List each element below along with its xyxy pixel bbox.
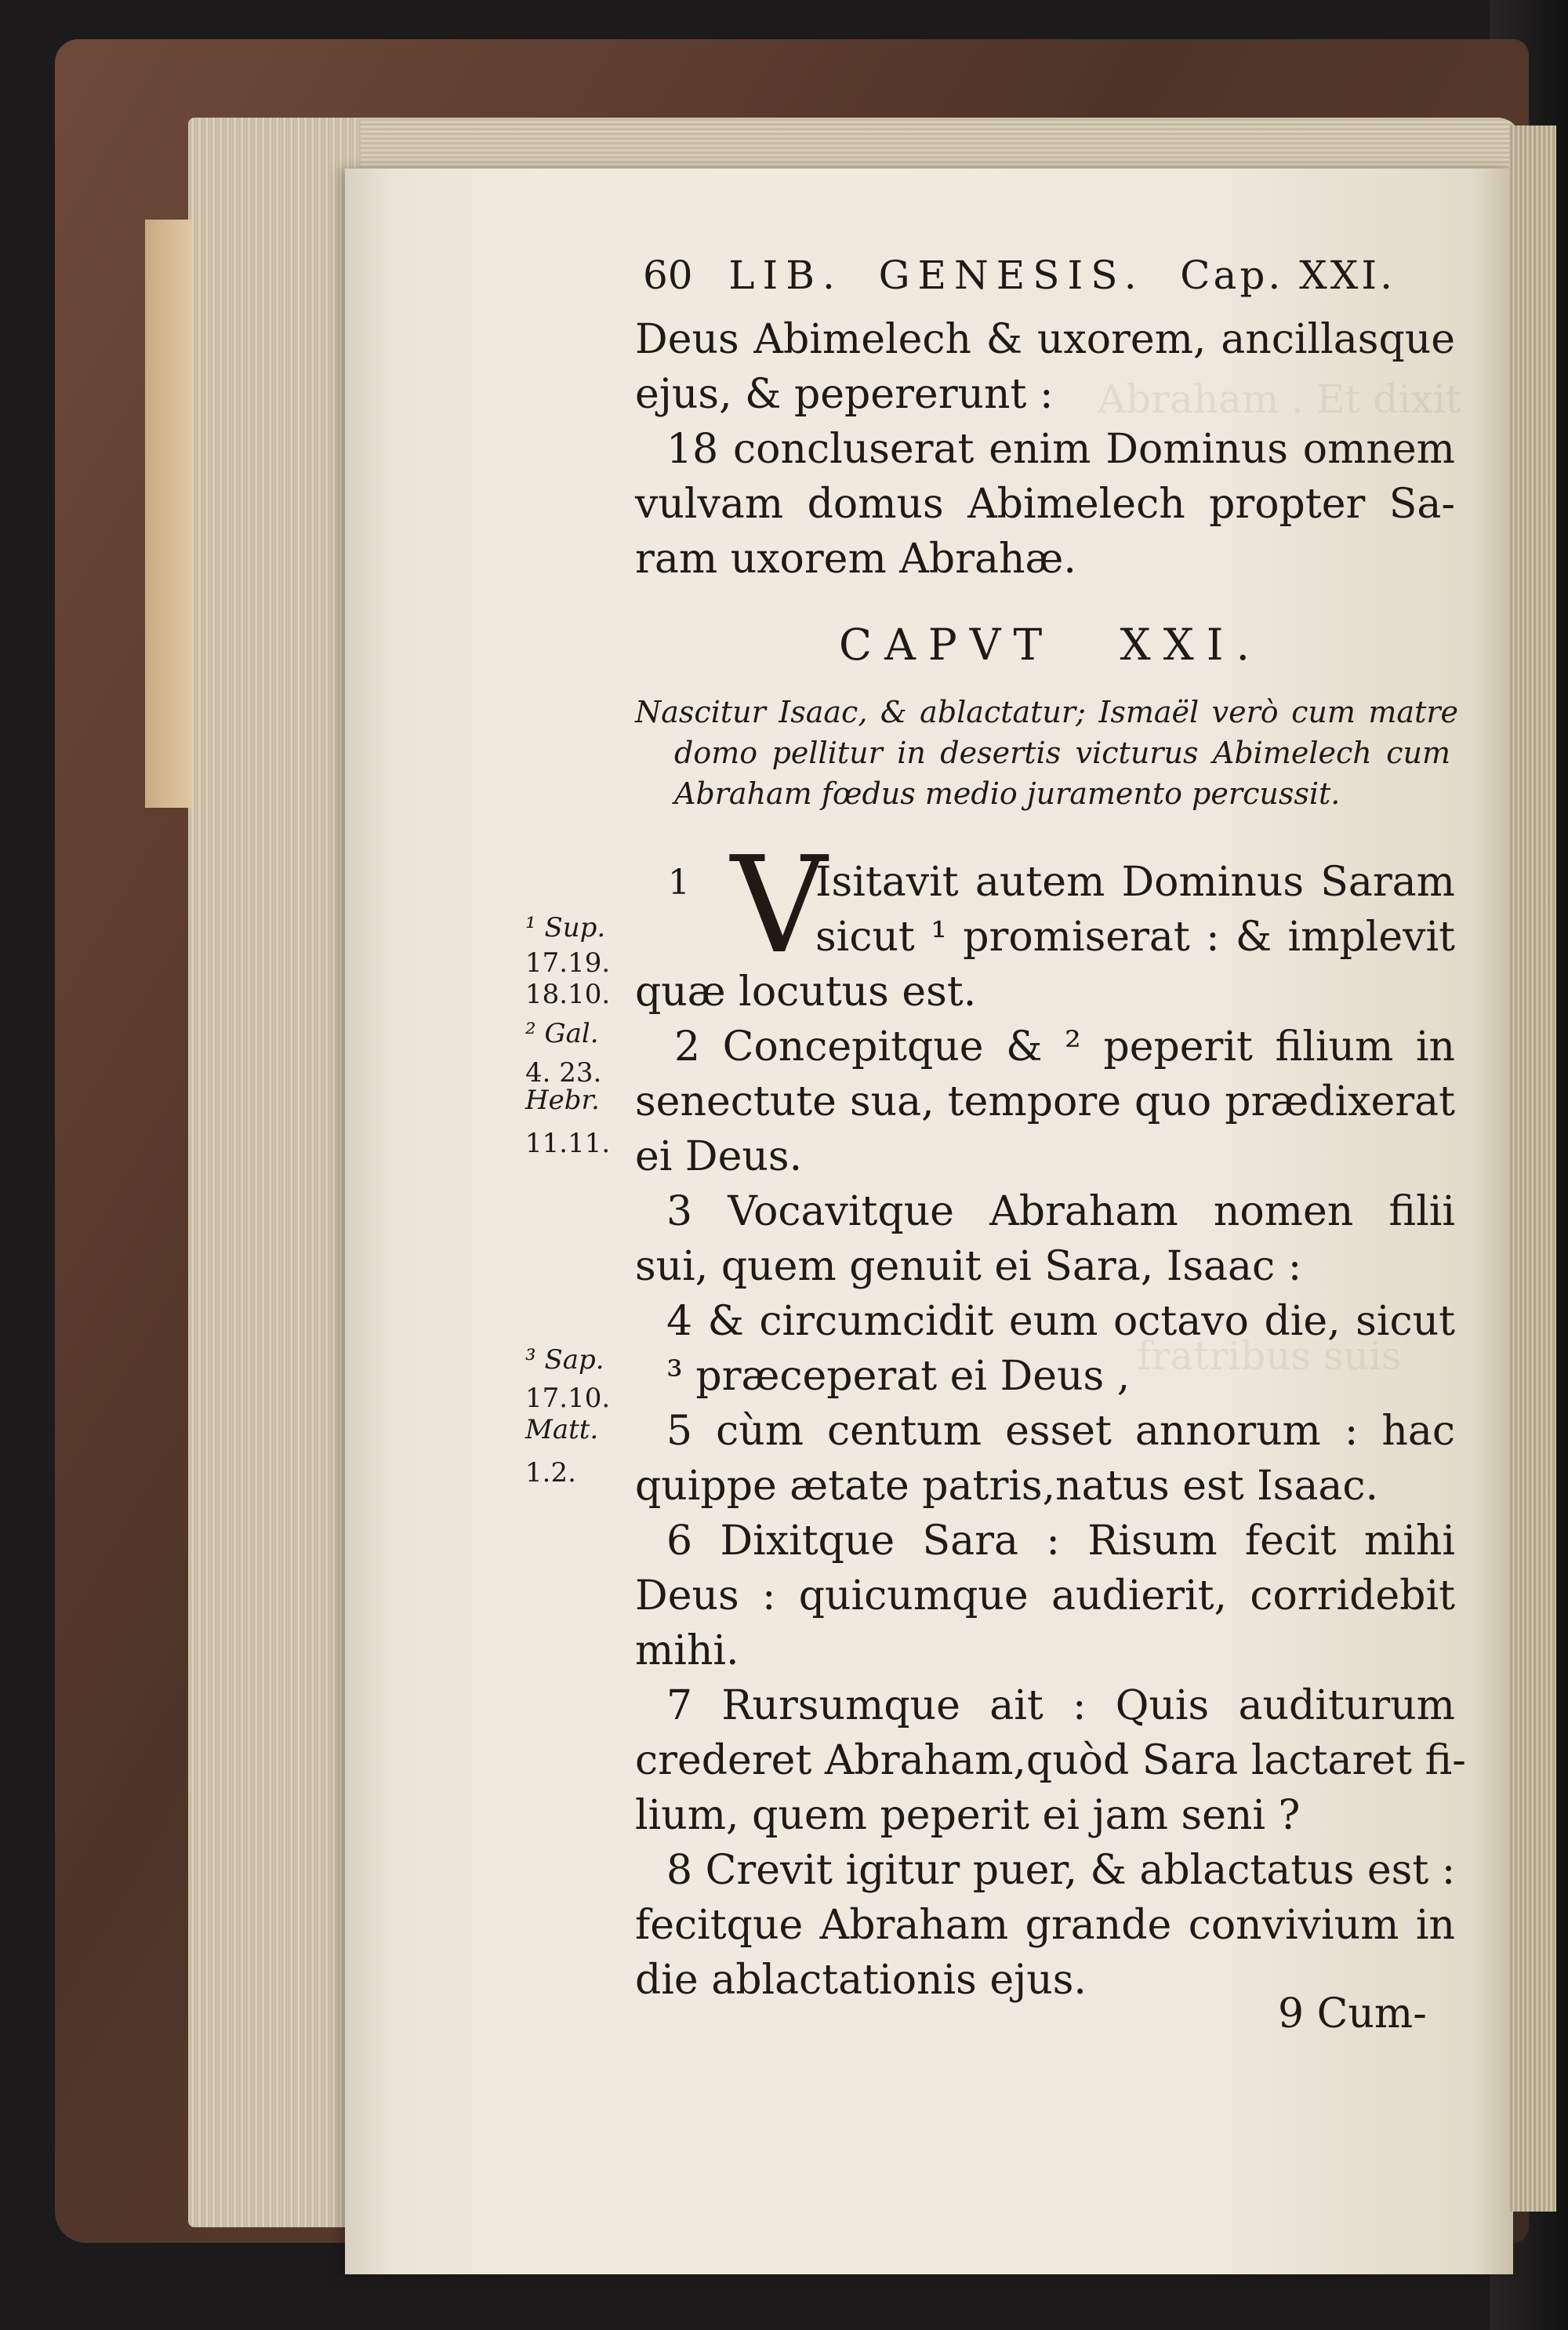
text-line: 2 Concepitque & ² peperit filium in: [674, 1023, 1455, 1070]
facing-page-edge: [1509, 125, 1556, 2212]
page-block-left-edge: [188, 118, 361, 2227]
bleed-through: fratribus suis: [1137, 1333, 1402, 1379]
catchword: 9 Cum-: [1278, 1990, 1427, 2037]
margin-note: ² Gal.: [525, 1018, 599, 1049]
margin-note: ³ Sap.: [525, 1344, 604, 1376]
chapter-summary-line: domo pellitur in desertis victurus Abimelech cum: [674, 736, 1450, 770]
text-line: sui, quem genuit ei Sara, Isaac :: [635, 1243, 1302, 1290]
running-head: [643, 253, 1396, 298]
text-line: senectute sua, tempore quo prædixerat: [635, 1078, 1455, 1125]
text-line: lium, quem peperit ei jam seni ?: [635, 1792, 1301, 1839]
text-line: die ablactationis ejus.: [635, 1957, 1087, 2004]
text-line: fecitque Abraham grande convivium in: [635, 1902, 1455, 1949]
page-tab-strip: [145, 220, 192, 808]
text-line: mihi.: [635, 1627, 739, 1674]
drop-cap: V: [731, 828, 827, 983]
verse-number: 1: [668, 863, 690, 903]
margin-note: Matt.: [525, 1414, 599, 1445]
text-line: ei Deus.: [635, 1133, 803, 1180]
chapter-title: [839, 620, 1262, 670]
text-line: sicut ¹ promiserat : & implevit: [815, 914, 1455, 961]
text-line: quippe ætate patris,natus est Isaac.: [635, 1463, 1379, 1510]
running-head-chapter: Cap. XXI.: [1180, 253, 1396, 298]
margin-note: Hebr.: [525, 1085, 600, 1116]
chapter-summary-line: Nascitur Isaac, & ablactatur; Ismaël verò cum matre: [635, 695, 1458, 729]
running-head-book: LIB.: [728, 253, 843, 298]
bleed-through: Abraham . Et dixit: [1098, 376, 1461, 422]
text-line: 5 cùm centum esset annorum : hac: [666, 1408, 1455, 1455]
text-line: 6 Dixitque Sara : Risum fecit mihi: [666, 1518, 1455, 1565]
running-head-title: GENESIS.: [878, 253, 1145, 298]
text-line: 8 Crevit igitur puer, & ablactatus est :: [666, 1847, 1456, 1894]
margin-note: 17.10.: [525, 1383, 611, 1414]
margin-note: 17.19.: [525, 947, 611, 979]
margin-note: 4. 23.: [525, 1057, 602, 1089]
chapter-summary-line: Abraham fœdus medio juramento percussit.: [674, 776, 1341, 811]
text-line: crederet Abraham,quòd Sara lactaret fi-: [635, 1737, 1466, 1784]
page-number: 60: [643, 253, 693, 298]
text-line: ³ præceperat ei Deus ,: [666, 1353, 1131, 1400]
text-line: Deus : quicumque audierit, corridebit: [635, 1572, 1455, 1619]
text-line: quæ locutus est.: [635, 969, 977, 1016]
text-line: vulvam domus Abimelech propter Sa-: [635, 481, 1455, 528]
text-line: Isitavit autem Dominus Saram: [815, 859, 1455, 906]
text-line: ejus, & pepererunt :: [635, 371, 1054, 418]
text-line: ram uxorem Abrahæ.: [635, 536, 1076, 583]
text-line: Deus Abimelech & uxorem, ancillasque: [635, 316, 1455, 363]
text-line: 3 Vocavitque Abraham nomen filii: [666, 1188, 1455, 1235]
text-line: 7 Rursumque ait : Quis auditurum: [666, 1682, 1455, 1729]
margin-note: 1.2.: [525, 1457, 576, 1489]
margin-note: 18.10.: [525, 979, 611, 1010]
chapter-number: XXI.: [1120, 620, 1262, 670]
text-line: 4 & circumcidit eum octavo die, sicut: [666, 1298, 1455, 1345]
text-line: 18 concluserat enim Dominus omnem: [666, 426, 1455, 473]
margin-note: ¹ Sup.: [525, 912, 606, 943]
chapter-word: CAPVT: [839, 620, 1055, 670]
margin-note: 11.11.: [525, 1128, 611, 1159]
